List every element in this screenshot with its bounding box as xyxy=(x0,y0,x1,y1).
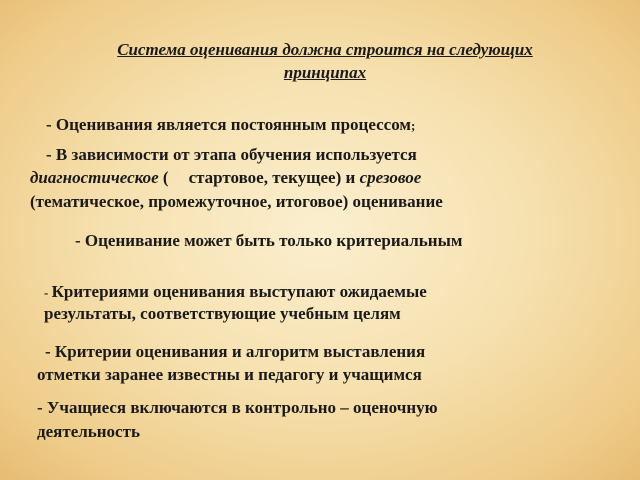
principle-6-line-2: деятельность xyxy=(37,422,140,441)
principle-4-line-1 xyxy=(44,281,427,303)
principle-4-line-2: результаты, соответствующие учебным целям xyxy=(44,304,401,323)
principle-6-line-1: - Учащиеся включаются в контрольно – оценочную xyxy=(37,398,438,417)
principle-1-tail: ; xyxy=(410,118,416,133)
diagnostic-term: диагностическое xyxy=(30,168,159,187)
principle-5-line-2: отметки заранее известны и педагогу и учащимся xyxy=(37,365,422,384)
slide-title xyxy=(30,38,620,84)
principle-2-middle: стартовое, текущее) и xyxy=(188,168,360,187)
title-line-1: Система оценивания должна строится на следующих xyxy=(117,40,533,59)
principle-4-text-1: Критериями оценивания выступают ожидаемые xyxy=(51,282,427,301)
principle-5-line-1: - Критерии оценивания и алгоритм выставления xyxy=(45,342,426,361)
principle-1 xyxy=(46,114,415,136)
principle-3: - Оценивание может быть только критериальным xyxy=(75,231,463,250)
principle-2-line-3: (тематическое, промежуточное, итоговое) оценивание xyxy=(30,192,443,211)
srez-term: срезовое xyxy=(359,168,422,187)
principle-2-line-1: - В зависимости от этапа обучения используется xyxy=(46,145,417,164)
title-line-2: принципах xyxy=(283,63,367,82)
principle-1-text: - Оценивания является постоянным процессом xyxy=(46,115,411,134)
paren-open: ( xyxy=(158,168,169,187)
principle-2-line-2 xyxy=(30,167,421,188)
principle-4-dash: - xyxy=(44,285,52,300)
